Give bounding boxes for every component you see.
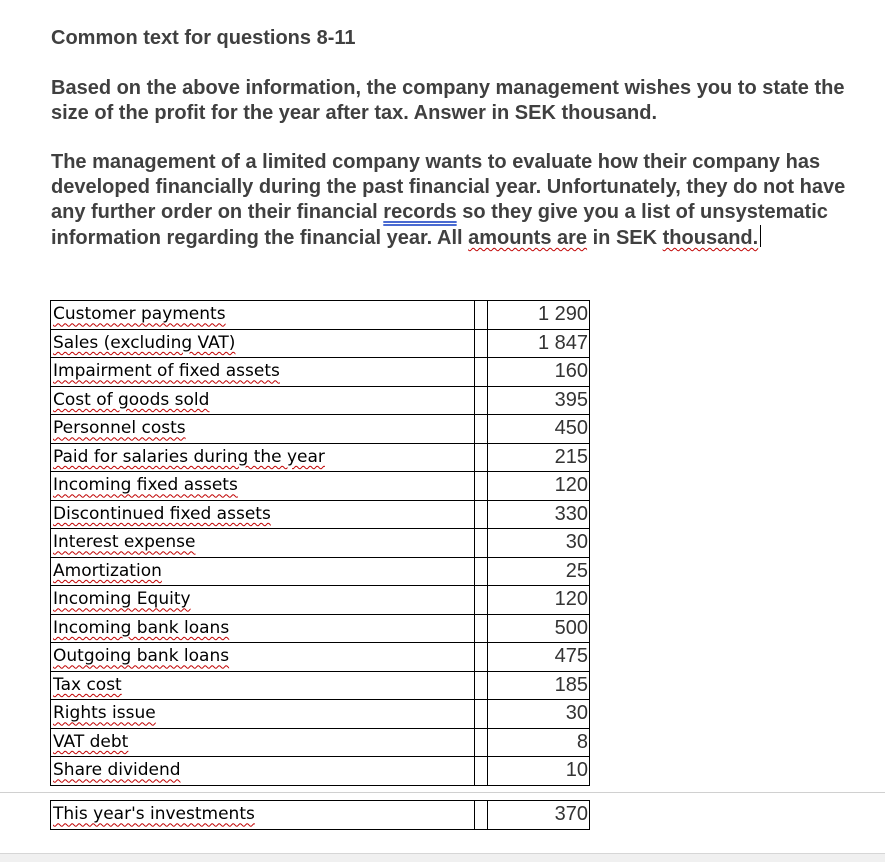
gap-cell[interactable] [475, 757, 488, 786]
row-label-cell[interactable] [51, 700, 475, 729]
row-label-cell[interactable] [51, 671, 475, 700]
row-value[interactable]: 330 [488, 500, 590, 529]
row-value[interactable]: 215 [488, 443, 590, 472]
row-label: VAT debt [53, 731, 129, 752]
row-label: Share dividend [53, 760, 181, 781]
row-label: Amortization [53, 560, 162, 581]
table-row [51, 472, 590, 501]
row-label-cell[interactable] [51, 386, 475, 415]
table-row [51, 586, 590, 615]
table-row [51, 500, 590, 529]
gap-cell[interactable] [475, 801, 488, 830]
row-label: Tax cost [53, 674, 122, 695]
row-label: Incoming Equity [53, 589, 191, 610]
intro-text-part3: in SEK [587, 227, 663, 249]
row-label-cell[interactable] [51, 415, 475, 444]
gap-cell[interactable] [475, 500, 488, 529]
row-label-cell[interactable] [51, 472, 475, 501]
gap-cell[interactable] [475, 700, 488, 729]
table-row [51, 728, 590, 757]
table-row [51, 386, 590, 415]
row-label: Sales (excluding VAT) [53, 332, 236, 353]
row-value[interactable]: 8 [488, 728, 590, 757]
row-label-cell[interactable] [51, 614, 475, 643]
row-label-cell[interactable] [51, 443, 475, 472]
gap-cell[interactable] [475, 728, 488, 757]
gap-cell[interactable] [475, 386, 488, 415]
section-heading: Common text for questions 8-11 [51, 27, 356, 49]
table-row [51, 329, 590, 358]
investments-table [50, 800, 590, 830]
gap-cell[interactable] [475, 614, 488, 643]
row-label-cell[interactable] [51, 643, 475, 672]
row-label-cell[interactable] [51, 529, 475, 558]
table-row [51, 700, 590, 729]
table-row [51, 529, 590, 558]
row-label-cell[interactable] [51, 557, 475, 586]
row-label-cell[interactable] [51, 801, 475, 830]
row-label: This year's investments [53, 804, 255, 825]
row-label-cell[interactable] [51, 329, 475, 358]
row-value[interactable]: 370 [488, 801, 590, 830]
separator-line [0, 792, 885, 793]
table-row [51, 415, 590, 444]
row-value[interactable]: 1 290 [488, 301, 590, 330]
row-value[interactable]: 30 [488, 529, 590, 558]
row-value[interactable]: 160 [488, 358, 590, 387]
table-row [51, 643, 590, 672]
records-word: records [383, 201, 457, 223]
gap-cell[interactable] [475, 643, 488, 672]
table-row [51, 614, 590, 643]
row-label-cell[interactable] [51, 586, 475, 615]
row-value[interactable]: 395 [488, 386, 590, 415]
gap-cell[interactable] [475, 301, 488, 330]
thousand-word: thousand. [662, 227, 759, 249]
question-text: Based on the above information, the company management wishes you to state the size of the profit for the year after tax. Answer in SEK thousand. [51, 77, 845, 124]
row-value[interactable]: 500 [488, 614, 590, 643]
row-value[interactable]: 120 [488, 586, 590, 615]
row-label: Impairment of fixed assets [53, 361, 280, 382]
intro-text-part2: so they give you a list of unsystematic information regarding the financial year. All [51, 201, 828, 249]
gap-cell[interactable] [475, 671, 488, 700]
gap-cell[interactable] [475, 358, 488, 387]
row-label: Interest expense [53, 532, 196, 553]
row-label-cell[interactable] [51, 757, 475, 786]
row-label-cell[interactable] [51, 500, 475, 529]
gap-cell[interactable] [475, 472, 488, 501]
row-label: Outgoing bank loans [53, 646, 230, 667]
row-value[interactable]: 30 [488, 700, 590, 729]
row-label: Paid for salaries during the year [53, 446, 325, 467]
gap-cell[interactable] [475, 415, 488, 444]
row-value[interactable]: 450 [488, 415, 590, 444]
gap-cell[interactable] [475, 443, 488, 472]
gap-cell[interactable] [475, 586, 488, 615]
row-value[interactable]: 25 [488, 557, 590, 586]
table-row [51, 557, 590, 586]
row-value[interactable]: 1 847 [488, 329, 590, 358]
row-label: Personnel costs [53, 418, 186, 439]
row-label: Incoming fixed assets [53, 475, 238, 496]
table-row [51, 757, 590, 786]
row-label-cell[interactable] [51, 358, 475, 387]
table-row [51, 358, 590, 387]
row-label: Rights issue [53, 703, 156, 724]
text-cursor [760, 225, 761, 247]
row-label-cell[interactable] [51, 301, 475, 330]
row-value[interactable]: 185 [488, 671, 590, 700]
table-row [51, 801, 590, 830]
row-value[interactable]: 120 [488, 472, 590, 501]
row-label-cell[interactable] [51, 728, 475, 757]
intro-text-part1: The management of a limited company wants to evaluate how their company has developed financially during the past financial year. Unfortunately, they do not have any further order on their financial [51, 151, 846, 223]
table-row [51, 443, 590, 472]
row-label: Cost of goods sold [53, 389, 210, 410]
row-value[interactable]: 475 [488, 643, 590, 672]
row-label: Customer payments [53, 304, 226, 325]
gap-cell[interactable] [475, 557, 488, 586]
financial-items-table [50, 300, 590, 786]
table-row [51, 671, 590, 700]
gap-cell[interactable] [475, 529, 488, 558]
table-row [51, 301, 590, 330]
row-label: Discontinued fixed assets [53, 503, 271, 524]
row-label: Incoming bank loans [53, 617, 230, 638]
intro-paragraph[interactable] [51, 150, 871, 251]
row-value[interactable]: 10 [488, 757, 590, 786]
gap-cell[interactable] [475, 329, 488, 358]
amounts-are-phrase: amounts are [468, 227, 588, 249]
